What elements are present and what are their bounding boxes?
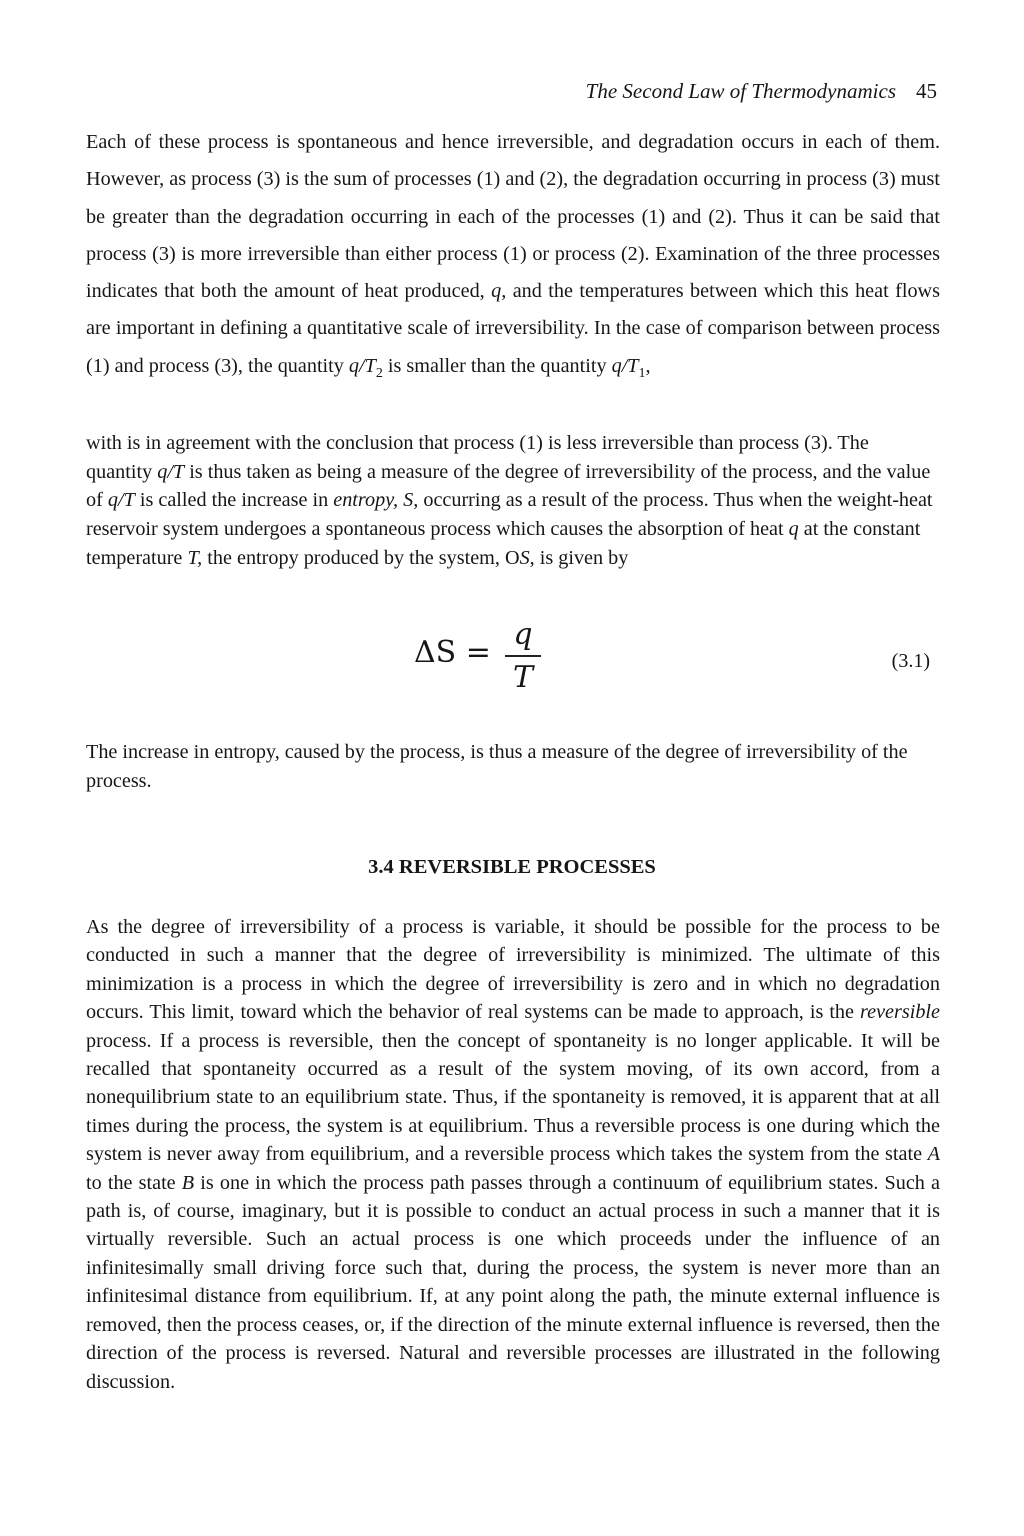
equation-lhs: ΔS = <box>414 635 491 670</box>
text-run: is called the increase in <box>134 489 334 512</box>
text-run: occurring as a result of the process. Thus when the weight-heat reservoir system undergoes a spontaneous process which causes the absorption of heat <box>86 489 933 541</box>
paragraph-3: The increase in entropy, caused by the process, is thus a measure of the degree of irreversibility of the process. <box>86 741 908 792</box>
text-run: the entropy produced by the system, O <box>202 546 520 569</box>
page-header <box>586 79 937 104</box>
text-run: process. If a process is reversible, then the concept of spontaneity is no longer applicable. It will be recalled that spontaneity occurred as a result of the system moving, of its own accord, from a nonequilibrium state to an equilibrium state. Thus, if the spontaneity is removed, it is apparent that at all times during the process, the system is at equilibrium. Thus a reversible process is one during which the system is never away from equilibrium, and a reversible process which takes the system from the state <box>86 1029 940 1166</box>
text-run: , is given by <box>529 546 629 569</box>
text-run: is one in which the process path passes through a continuum of equilibrium states. Such a path is, of course, imaginary, but it is possible to conduct an actual process in such a manner that it is virtually reversible. Such an actual process is one which proceeds under the influence of an infinitesimally small driving force such that, during the process, the system is never more than an infinitesimal distance from equilibrium. If, at any point along the path, the minute external influence is removed, then the process ceases, or, if the direction of the minute external influence is reversed, then the direction of the process is reversed. Natural and reversible processes are illustrated in the following discussion. <box>86 1171 940 1393</box>
paragraph-1 <box>86 124 940 385</box>
var-s: S <box>519 546 530 569</box>
equation-denominator: T <box>512 660 533 695</box>
term-reversible: reversible <box>860 1001 940 1024</box>
var-q-over-t2: q/T <box>348 354 376 377</box>
text-run: at the constant temperature <box>86 518 921 569</box>
var-q-over-t: q/T <box>157 460 185 483</box>
text-run: with is in agreement with the conclusion that process (1) is less irreversible than process (3). The quantity <box>86 432 869 483</box>
term-entropy: entropy, S, <box>333 489 419 512</box>
var-q-over-t: q/T <box>107 489 135 512</box>
text-run: Each of these process is spontaneous and hence irreversible, and degradation occurs in each of them. However, as process (3) is the sum of processes (1) and (2), the degradation occurring in process (3) must be greater than the degradation occurring in each of the processes (1) and (2). Thus it can be said that process (3) is more irreversible than either process (1) or process (2). Examination of the three processes indicates that both the amount of heat produced, <box>86 131 940 303</box>
equation-fraction <box>505 618 541 695</box>
subscript-2: 2 <box>375 365 383 381</box>
var-b: B <box>181 1171 195 1194</box>
paragraph-2 <box>86 429 940 573</box>
section-heading: 3.4 REVERSIBLE PROCESSES <box>368 856 656 878</box>
fraction-bar <box>505 655 541 657</box>
paragraph-4 <box>86 913 940 1396</box>
text-run: is smaller than the quantity <box>382 354 612 377</box>
running-title: The Second Law of Thermodynamics <box>585 79 896 103</box>
text-run: , <box>645 354 651 377</box>
var-q: q, <box>491 280 507 303</box>
var-q-over-t1: q/T <box>611 354 639 377</box>
equation-number: (3.1) <box>891 650 930 672</box>
subscript-1: 1 <box>638 365 646 381</box>
var-a: A <box>927 1143 940 1166</box>
text-run: As the degree of irreversibility of a process is variable, it should be possible for the process to be conducted in such a manner that the degree of irreversibility is minimized. The ultimate of this minimization is a process in which the degree of irreversibility is zero and in which no degradation occurs. This limit, toward which the behavior of real systems can be made to approach, is the <box>86 916 940 1024</box>
text-run: to the state <box>86 1171 182 1194</box>
page-number: 45 <box>916 79 937 103</box>
var-q: q <box>788 518 799 541</box>
var-t: T, <box>187 546 203 569</box>
text-run: is thus taken as being a measure of the degree of irreversibility of the process, and the value of <box>86 460 931 512</box>
text-run: and the temperatures between which this heat flows are important in defining a quantitative scale of irreversibility. In the case of comparison between process (1) and process (3), the quantity <box>86 280 940 377</box>
equation-numerator: q <box>513 617 533 652</box>
